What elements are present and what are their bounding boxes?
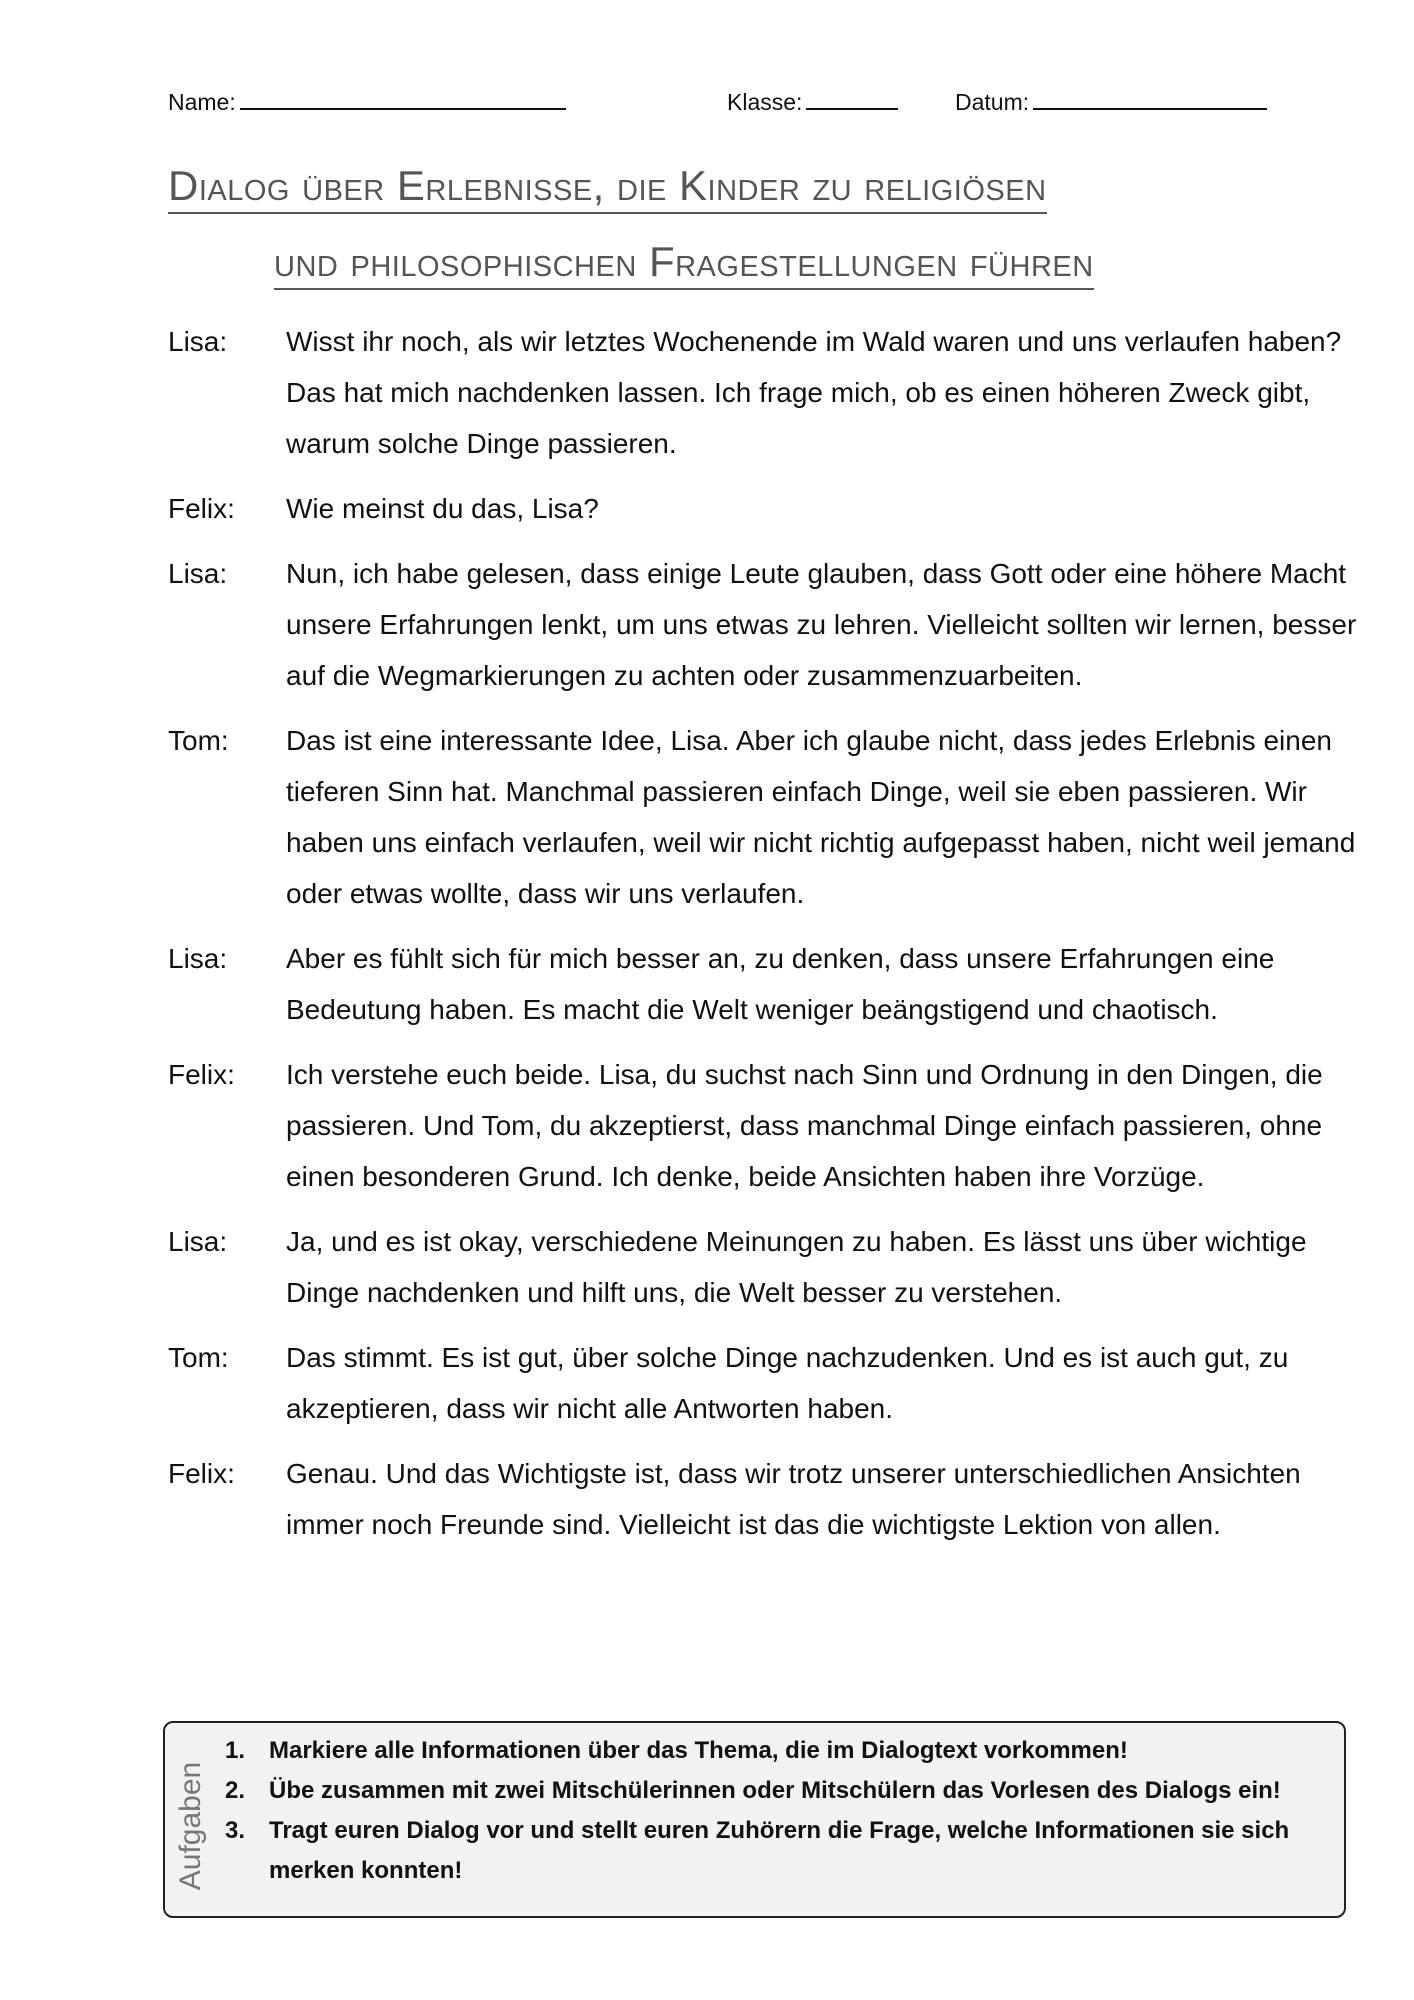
dialog-turn — [168, 715, 1358, 919]
speech-text: Wie meinst du das, Lisa? — [286, 493, 599, 524]
task-item — [225, 1771, 1328, 1811]
task-text: Tragt euren Dialog vor und stellt euren Zuhörern die Frage, welche Informationen sie sich merken konnten! — [269, 1817, 1290, 1884]
class-label: Klasse: — [727, 89, 803, 115]
task-item — [225, 1731, 1328, 1771]
speech-text: Wisst ihr noch, als wir letztes Wochenende im Wald waren und uns verlaufen haben? Das hat mich nachdenken lassen. Ich frage mich, ob es einen höheren Zweck gibt, warum solche Dinge passieren. — [286, 326, 1342, 459]
dialog-turn — [168, 1216, 1358, 1318]
speaker-label: Lisa: — [168, 1226, 228, 1257]
dialog-turn — [168, 1448, 1358, 1550]
name-label: Name: — [168, 89, 236, 115]
task-number: 1. — [225, 1737, 246, 1764]
name-blank-line — [240, 86, 566, 110]
dialog-turn — [168, 1332, 1358, 1434]
speech-text: Das stimmt. Es ist gut, über solche Dinge nachzudenken. Und es ist auch gut, zu akzeptieren, dass wir nicht alle Antworten haben. — [286, 1342, 1289, 1424]
speaker-label: Tom: — [168, 1342, 229, 1373]
dialog-turn — [168, 933, 1358, 1035]
dialog-turn — [168, 316, 1358, 469]
tasks-box — [163, 1721, 1346, 1918]
speech-text: Nun, ich habe gelesen, dass einige Leute glauben, dass Gott oder eine höhere Macht unsere Erfahrungen lenkt, um uns etwas zu lehren. Vielleicht sollten wir lernen, besser auf die Wegmarkierungen zu achten oder zusammenzuarbeiten. — [286, 558, 1357, 691]
date-field — [955, 86, 1267, 116]
speaker-label: Tom: — [168, 725, 229, 756]
date-label: Datum: — [955, 89, 1030, 115]
task-text: Markiere alle Informationen über das Thema, die im Dialogtext vorkommen! — [269, 1737, 1128, 1764]
title-line-2: und philosophischen Fragestellungen führen — [274, 238, 1094, 290]
tasks-label-text: Aufgaben — [174, 1761, 207, 1891]
tasks-side-label — [171, 1751, 211, 1901]
tasks-list — [225, 1731, 1328, 1891]
speaker-label: Lisa: — [168, 943, 228, 974]
speech-text: Das ist eine interessante Idee, Lisa. Aber ich glaube nicht, dass jedes Erlebnis einen tieferen Sinn hat. Manchmal passieren einfach Dinge, weil sie eben passieren. Wir haben uns einfach verlaufen, weil wir nicht richtig aufgepasst haben, nicht weil jemand oder etwas wollte, dass wir uns verlaufen. — [286, 725, 1356, 909]
speaker-label: Lisa: — [168, 558, 228, 589]
title-line-1: Dialog über Erlebnisse, die Kinder zu religiösen — [168, 162, 1047, 214]
speaker-label: Felix: — [168, 493, 235, 524]
speaker-label: Felix: — [168, 1059, 235, 1090]
speech-text: Ja, und es ist okay, verschiedene Meinungen zu haben. Es lässt uns über wichtige Dinge nachdenken und hilft uns, die Welt besser zu verstehen. — [286, 1226, 1307, 1308]
speech-text: Aber es fühlt sich für mich besser an, zu denken, dass unsere Erfahrungen eine Bedeutung haben. Es macht die Welt weniger beängstigend und chaotisch. — [286, 943, 1275, 1025]
dialog — [168, 316, 1358, 1564]
dialog-turn — [168, 1049, 1358, 1202]
class-field — [727, 86, 898, 116]
header-fields — [168, 86, 1268, 126]
dialog-turn — [168, 548, 1358, 701]
speech-text: Ich verstehe euch beide. Lisa, du suchst nach Sinn und Ordnung in den Dingen, die passieren. Und Tom, du akzeptierst, dass manchmal Dinge einfach passieren, ohne einen besonderen Grund. Ich denke, beide Ansichten haben ihre Vorzüge. — [286, 1059, 1323, 1192]
task-number: 2. — [225, 1777, 246, 1804]
task-text: Übe zusammen mit zwei Mitschülerinnen oder Mitschülern das Vorlesen des Dialogs ein! — [269, 1777, 1281, 1804]
task-number: 3. — [225, 1817, 246, 1844]
speaker-label: Lisa: — [168, 326, 228, 357]
class-blank-line — [806, 86, 898, 110]
speech-text: Genau. Und das Wichtigste ist, dass wir trotz unserer unterschiedlichen Ansichten immer noch Freunde sind. Vielleicht ist das die wichtigste Lektion von allen. — [286, 1458, 1301, 1540]
task-item — [225, 1811, 1328, 1891]
dialog-turn — [168, 483, 1358, 534]
name-field — [168, 86, 566, 116]
date-blank-line — [1033, 86, 1267, 110]
speaker-label: Felix: — [168, 1458, 235, 1489]
